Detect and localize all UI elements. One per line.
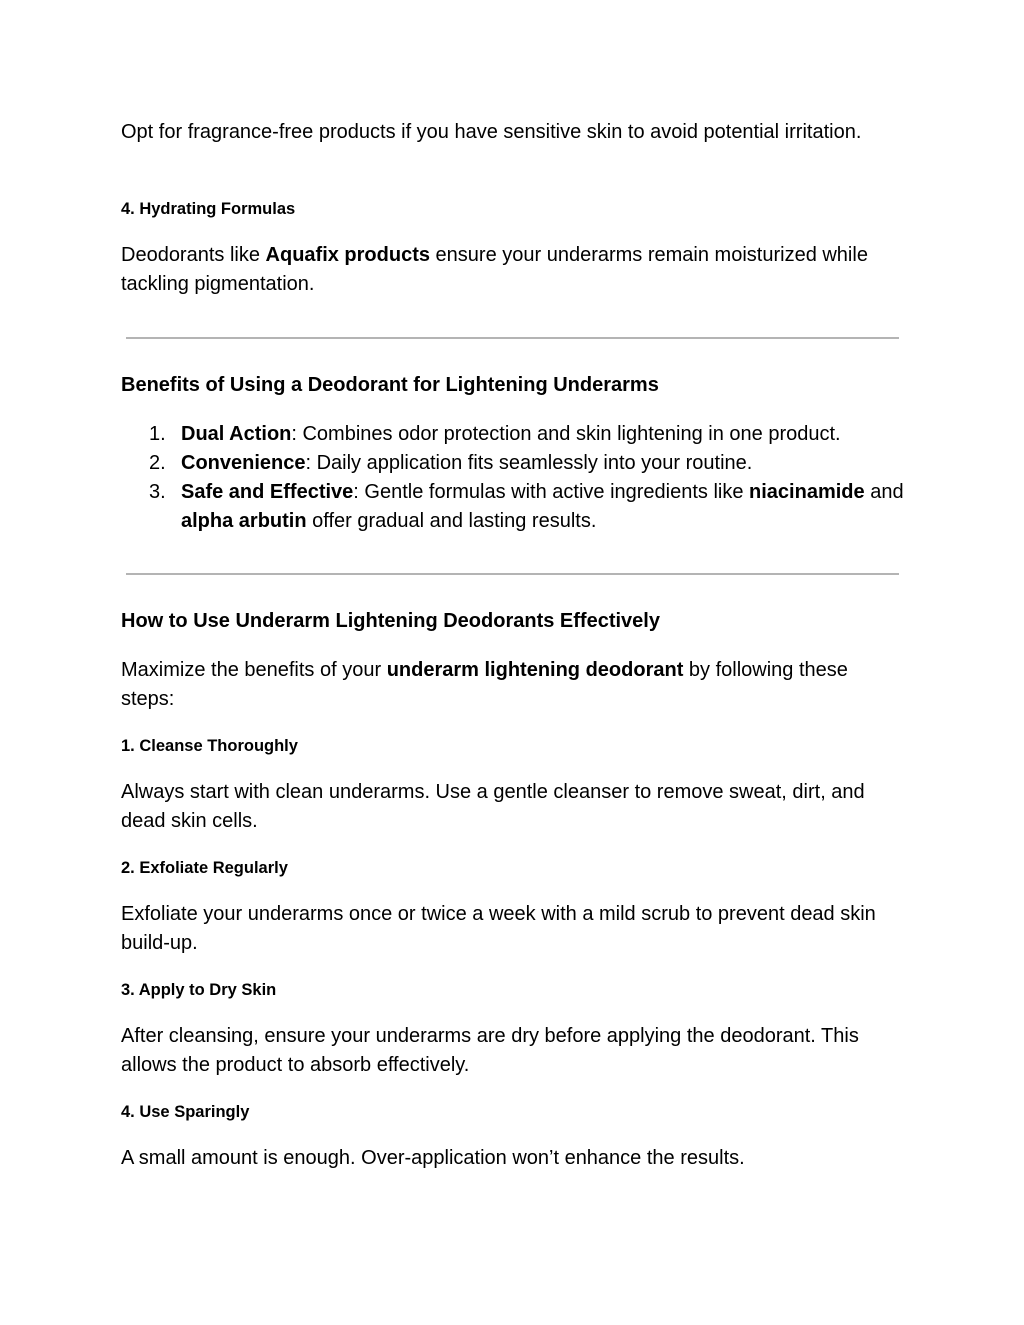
hydrating-text-after: ensure your underarms remain moisturized while tackling pigmentation. <box>121 244 868 295</box>
benefit-text-mid: and <box>864 481 904 503</box>
section-divider-2 <box>126 573 899 575</box>
howto-intro-before: Maximize the benefits of your <box>121 659 387 681</box>
benefit-text: : Gentle formulas with active ingredients like <box>353 481 750 503</box>
step-text-cleanse: Always start with clean underarms. Use a gentle cleanser to remove sweat, dirt, and dead skin cells. <box>121 781 865 832</box>
benefit-text-end: offer gradual and lasting results. <box>306 510 597 532</box>
hydrating-text-before: Deodorants like <box>121 244 266 266</box>
benefit-item-safe-effective <box>121 478 911 536</box>
aquafix-products-bold: Aquafix products <box>265 244 430 266</box>
niacinamide-bold: niacinamide <box>749 481 865 503</box>
hydrating-formulas-paragraph <box>121 241 901 299</box>
benefits-list <box>121 420 911 536</box>
benefit-title: Dual Action <box>181 423 292 445</box>
benefit-item-dual-action <box>121 420 911 449</box>
benefit-number: 2. <box>149 452 166 474</box>
step-text-exfoliate: Exfoliate your underarms once or twice a week with a mild scrub to prevent dead skin build-up. <box>121 903 876 954</box>
hydrating-formulas-heading: 4. Hydrating Formulas <box>121 200 296 218</box>
howto-intro-paragraph <box>121 656 901 714</box>
benefit-number: 1. <box>149 423 166 445</box>
step-heading-sparingly: 4. Use Sparingly <box>121 1103 250 1121</box>
howto-heading: How to Use Underarm Lightening Deodorants Effectively <box>121 610 660 632</box>
underarm-deodorant-bold: underarm lightening deodorant <box>386 659 684 681</box>
benefit-number: 3. <box>149 481 166 503</box>
step-heading-exfoliate: 2. Exfoliate Regularly <box>121 859 288 877</box>
alpha-arbutin-bold: alpha arbutin <box>181 510 307 532</box>
benefits-heading: Benefits of Using a Deodorant for Lightening Underarms <box>121 374 659 396</box>
howto-intro-after: by following these steps: <box>121 659 848 710</box>
benefit-title: Safe and Effective <box>181 481 354 503</box>
step-heading-dry-skin: 3. Apply to Dry Skin <box>121 981 277 999</box>
benefit-item-convenience <box>121 449 911 478</box>
step-text-sparingly: A small amount is enough. Over-application won’t enhance the results. <box>121 1147 745 1169</box>
step-heading-cleanse: 1. Cleanse Thoroughly <box>121 737 298 755</box>
fragrance-free-paragraph: Opt for fragrance-free products if you have sensitive skin to avoid potential irritation. <box>121 121 862 143</box>
benefit-title: Convenience <box>181 452 306 474</box>
benefit-text: : Combines odor protection and skin lightening in one product. <box>291 423 841 445</box>
step-text-dry-skin: After cleansing, ensure your underarms are dry before applying the deodorant. This allows the product to absorb effectively. <box>121 1025 859 1076</box>
benefit-text: : Daily application fits seamlessly into your routine. <box>305 452 753 474</box>
section-divider-1 <box>126 337 899 339</box>
